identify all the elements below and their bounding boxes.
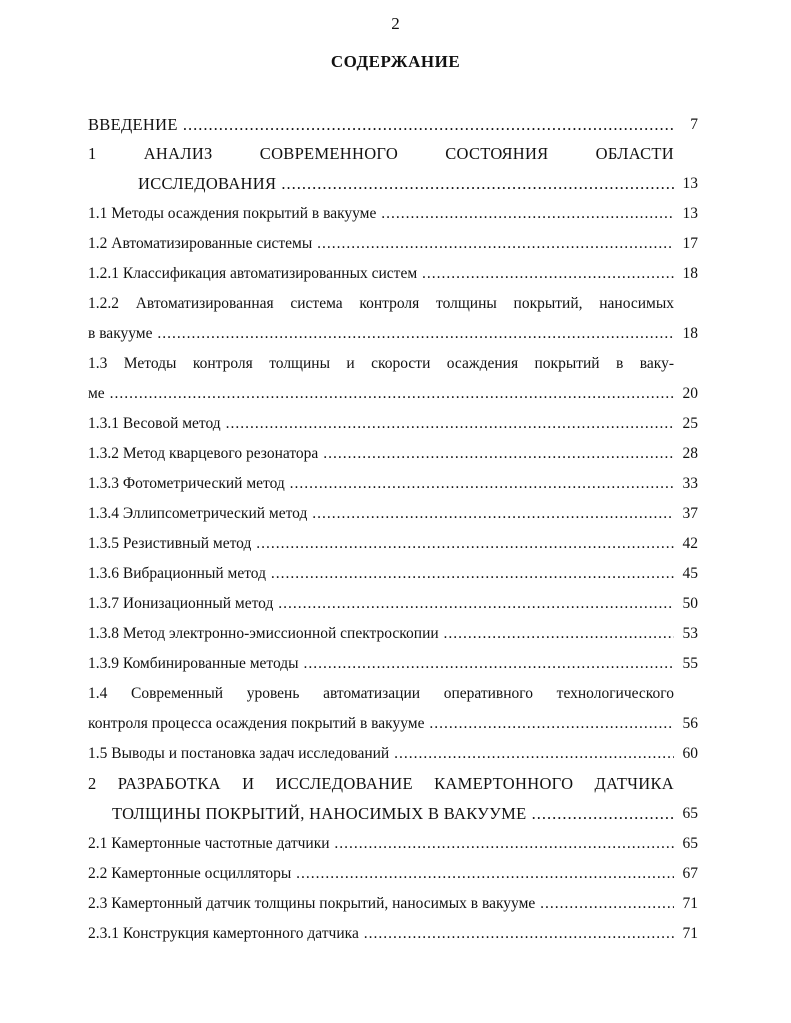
toc-entry-1-3-9 <box>88 653 710 675</box>
toc-title: СОДЕРЖАНИЕ <box>330 52 461 71</box>
toc-entry-page: 18 <box>682 325 698 342</box>
toc-entry-2-3-1 <box>88 923 710 945</box>
toc-entry-2-1 <box>88 833 710 855</box>
toc-entry-text: 1.2 Автоматизированные системы ..... <box>88 233 674 255</box>
toc-entry-text: ТОЛЩИНЫ ПОКРЫТИЙ, НАНОСИМЫХ В ВАКУУМЕ ..... <box>112 803 674 825</box>
toc-entry-page: 7 <box>690 116 698 133</box>
toc-entry-text: в вакууме ..... <box>88 323 674 345</box>
toc-entry-page: 65 <box>682 835 698 852</box>
toc-entry-text: 1.3.6 Вибрационный метод ..... <box>88 563 674 585</box>
toc-entry-text: 1.3.7 Ионизационный метод ..... <box>88 593 674 615</box>
toc-entry-2-3 <box>88 893 710 915</box>
toc-entry-chapter-2 <box>88 803 710 825</box>
toc-entry-1-3-6 <box>88 563 710 585</box>
toc-entry-text: ВВЕДЕНИЕ ..... <box>88 114 674 136</box>
toc-entry-text: 1.3.1 Весовой метод ..... <box>88 413 674 435</box>
toc-entry-1-1 <box>88 203 710 225</box>
toc-entry-text: 1.3.9 Комбинированные методы ..... <box>88 653 674 675</box>
toc-entry-chapter-1 <box>88 173 710 195</box>
toc-entry-text: 2.3.1 Конструкция камертонного датчика ..... <box>88 923 674 945</box>
toc-entry-page: 50 <box>682 595 698 612</box>
toc-entry-page: 65 <box>682 805 698 822</box>
toc-entry-text: 2.1 Камертонные частотные датчики ..... <box>88 833 674 855</box>
toc-entry-chapter-1-line1: 1 АНАЛИЗ СОВРЕМЕННОГО СОСТОЯНИЯ ОБЛАСТИ <box>88 144 674 163</box>
toc-entry-1-2-2 <box>88 323 710 345</box>
toc-entry-1-4-line1: 1.4 Современный уровень автоматизации оперативного технологического <box>88 685 674 702</box>
toc-entry-1-3-line1: 1.3 Методы контроля толщины и скорости осаждения покрытий в ваку- <box>88 355 674 372</box>
toc-entry-1-4 <box>88 713 710 735</box>
toc-entry-page: 20 <box>682 385 698 402</box>
toc-entry-page: 45 <box>682 565 698 582</box>
toc-entry-page: 13 <box>682 175 698 192</box>
toc-entry-1-3-5 <box>88 533 710 555</box>
toc-entry-text: 1.3.3 Фотометрический метод ..... <box>88 473 674 495</box>
toc-entry-page: 71 <box>682 895 698 912</box>
toc-entry-1-5 <box>88 743 710 765</box>
toc-entry-text: ме ..... <box>88 383 674 405</box>
toc-entry-chapter-2-line1: 2 РАЗРАБОТКА И ИССЛЕДОВАНИЕ КАМЕРТОННОГО ДАТЧИКА <box>88 774 674 793</box>
toc-entry-text: 1.3.4 Эллипсометрический метод ..... <box>88 503 674 525</box>
toc-entry-text: 2.3 Камертонный датчик толщины покрытий, наносимых в вакууме ..... <box>88 893 674 915</box>
toc-entry-1-3-4 <box>88 503 710 525</box>
toc-entry-text: ИССЛЕДОВАНИЯ ..... <box>138 173 674 195</box>
toc-entry-introduction <box>88 114 710 136</box>
toc-entry-text: 1.5 Выводы и постановка задач исследований ..... <box>88 743 674 765</box>
page-number: 2 <box>391 14 400 33</box>
toc-entry-text: 1.2.1 Классификация автоматизированных систем ..... <box>88 263 674 285</box>
toc-entry-page: 60 <box>682 745 698 762</box>
toc-entry-text: 2.2 Камертонные осцилляторы ..... <box>88 863 674 885</box>
toc-entry-text: 1.3.8 Метод электронно-эмиссионной спектроскопии ..... <box>88 623 674 645</box>
toc-entry-1-2-1 <box>88 263 710 285</box>
toc-entry-1-2 <box>88 233 710 255</box>
toc-entry-page: 17 <box>682 235 698 252</box>
toc-entry-page: 42 <box>682 535 698 552</box>
toc-entry-1-2-2-line1: 1.2.2 Автоматизированная система контроля толщины покрытий, наносимых <box>88 295 674 312</box>
toc-entry-text: 1.3.5 Резистивный метод ..... <box>88 533 674 555</box>
toc-entry-page: 13 <box>682 205 698 222</box>
toc-entry-page: 33 <box>682 475 698 492</box>
toc-entry-page: 25 <box>682 415 698 432</box>
toc-entry-page: 56 <box>682 715 698 732</box>
toc-entry-1-3-1 <box>88 413 710 435</box>
toc-entry-text: 1.1 Методы осаждения покрытий в вакууме ..... <box>88 203 674 225</box>
toc-entry-page: 55 <box>682 655 698 672</box>
toc-entry-1-3-2 <box>88 443 710 465</box>
toc-entry-page: 18 <box>682 265 698 282</box>
toc-entry-page: 53 <box>682 625 698 642</box>
toc-entry-page: 71 <box>682 925 698 942</box>
toc-entry-1-3 <box>88 383 710 405</box>
toc-entry-1-3-8 <box>88 623 710 645</box>
toc-entry-text: контроля процесса осаждения покрытий в вакууме ..... <box>88 713 674 735</box>
toc-entry-1-3-3 <box>88 473 710 495</box>
toc-entry-2-2 <box>88 863 710 885</box>
toc-entry-text: 1.3.2 Метод кварцевого резонатора ..... <box>88 443 674 465</box>
toc-entry-page: 28 <box>682 445 698 462</box>
toc-entry-page: 37 <box>682 505 698 522</box>
toc-entry-1-3-7 <box>88 593 710 615</box>
toc-entry-page: 67 <box>682 865 698 882</box>
